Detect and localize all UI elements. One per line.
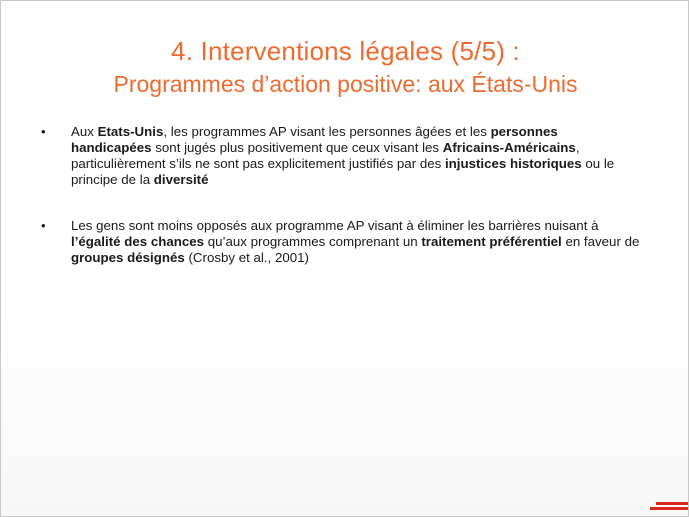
bullet-emphasis: personnes handicapées	[71, 124, 558, 155]
bullet-emphasis: Africains-Américains	[442, 140, 576, 155]
bullet-segment: en faveur de	[561, 234, 640, 249]
bullet-segment: , particulièrement s’ils ne sont pas explicitement justifiés par des	[71, 140, 580, 171]
bullet-segment: qu’aux programmes comprenant un	[204, 234, 422, 249]
bullet-segment: Aux	[71, 124, 98, 139]
bullet-emphasis: injustices historiques	[444, 156, 582, 171]
bullet-emphasis: groupes désignés	[71, 250, 185, 265]
brand-stripe	[656, 502, 688, 505]
bullet-item	[41, 218, 641, 266]
bullet-segment: sont jugés plus positivement que ceux visant les	[151, 140, 443, 155]
bullet-marker: •	[41, 218, 46, 233]
bullet-segment: , les programmes AP visant les personnes âgées et les	[163, 124, 491, 139]
brand-logo-mark	[650, 499, 688, 513]
slide-title-line-1: 4. Interventions légales (5/5) :	[171, 36, 520, 66]
bullet-emphasis: diversité	[153, 172, 209, 187]
bullet-emphasis: l’égalité des chances	[71, 234, 205, 249]
bullet-segment: (Crosby et al., 2001)	[184, 250, 309, 265]
slide-title	[1, 35, 689, 99]
bullet-emphasis: Etats-Unis	[97, 124, 164, 139]
brand-stripe	[650, 507, 688, 510]
bullet-list	[41, 124, 641, 266]
bullet-item	[41, 124, 641, 188]
bullet-emphasis: traitement préférentiel	[421, 234, 562, 249]
bullet-marker: •	[41, 124, 46, 139]
bullet-text	[71, 218, 639, 265]
slide-subtitle: Programmes d’action positive: aux États-Unis	[113, 71, 578, 97]
bullet-segment: Les gens sont moins opposés aux programme AP visant à éliminer les barrières nuisant à	[71, 218, 599, 233]
bullet-text	[71, 124, 614, 187]
bullet-segment: ou le principe de la	[71, 156, 615, 187]
